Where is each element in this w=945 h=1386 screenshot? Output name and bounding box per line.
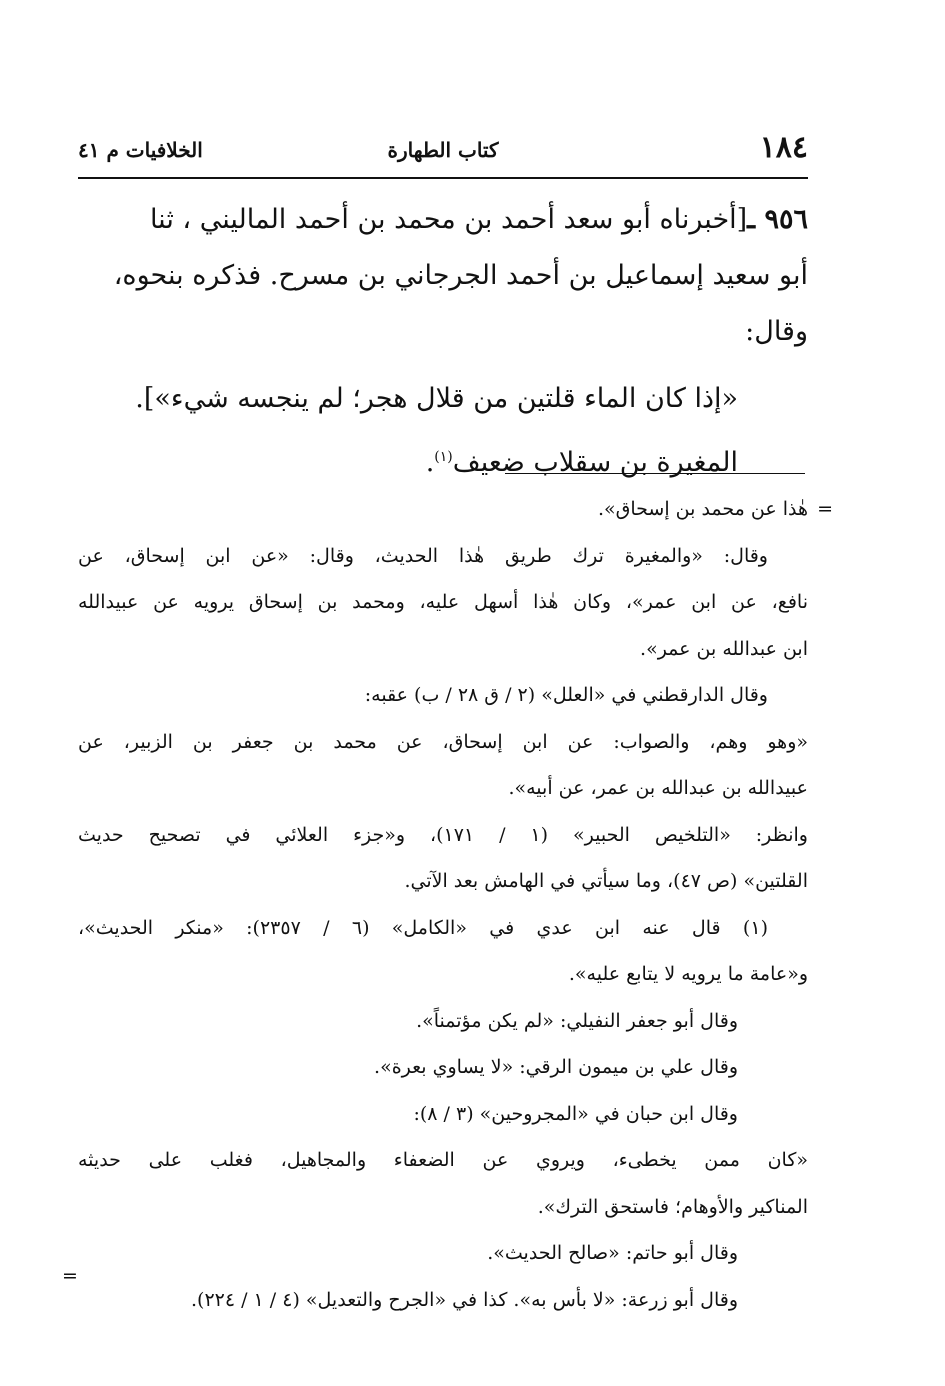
footnote-line: نافع، عن ابن عمر»، وكان هٰذا أسهل عليه، ومحمد بن إسحاق يرويه عن عبيدالله [78, 591, 808, 613]
footnote-line: القلتين» (ص ٤٧)، وما سيأتي في الهامش بعد الآتي. [404, 870, 808, 892]
continued-mark: = [62, 1265, 78, 1287]
footnote-line: وقال أبو حاتم: «صالح الحديث». [487, 1242, 738, 1264]
grading-end: . [425, 447, 435, 478]
main-line-1-text: [أخبرناه أبو سعد أحمد بن محمد بن أحمد الماليني ، ثنا [149, 204, 748, 235]
footnote-line: المناكير والأوهام؛ فاستحق الترك». [537, 1195, 808, 1218]
hadith-quote: «إذا كان الماء قلتين من قلال هجر؛ لم ينجسه شيء»]. [135, 383, 738, 414]
footnote-line: وقال علي بن ميمون الرقي: «لا يساوي بعرة». [374, 1056, 738, 1078]
main-line-2: أبو سعيد إسماعيل بن أحمد الجرجاني بن مسرح. فذكره بنحوه، [113, 260, 808, 291]
footnote-line: وقال أبو جعفر النفيلي: «لم يكن مؤتمناً». [416, 1009, 738, 1032]
running-header [78, 130, 808, 174]
footnote-line-text: هٰذا عن محمد بن إسحاق». [597, 498, 808, 520]
page-number: ١٨٤ [759, 130, 808, 165]
footnote-line: و«عامة ما يرويه لا يتابع عليه». [568, 963, 808, 985]
footnote-line: وقال أبو زرعة: «لا بأس به». كذا في «الجرح والتعديل» (٤ / ١ / ٢٢٤). [190, 1288, 738, 1311]
footnote-line: (١) قال عنه ابن عدي في «الكامل» (٦ / ٢٣٥٧): «منكر الحديث»، [78, 916, 768, 939]
footnote-line: وقال الدارقطني في «العلل» (٢ / ق ٢٨ / ب) عقبه: [364, 684, 768, 706]
hadith-number: ٩٥٦ ـ [747, 204, 808, 235]
footnote-line: عبيدالله بن عبدالله بن عمر، عن أبيه». [508, 777, 808, 799]
main-line-3: وقال: [745, 316, 808, 347]
footnote-line: «كان ممن يخطىء، ويروي عن الضعفاء والمجاهيل، فغلب على حديثه [78, 1149, 808, 1171]
footnote-line: وقال: «والمغيرة ترك طريق هٰذا الحديث، وقال: «عن ابن إسحاق، عن [78, 544, 768, 567]
volume-signature: الخلافيات م ٤١ [78, 138, 203, 162]
main-line-1 [78, 192, 808, 248]
footnote-line [78, 486, 833, 533]
footnote-line: ابن عبدالله بن عمر». [640, 637, 808, 660]
header-rule [78, 177, 808, 179]
footnote-marker: (١) [434, 449, 453, 465]
continuation-mark: = [817, 498, 833, 520]
footnote-line: وانظر: «التلخيص الحبير» (١ / ١٧١)، و«جزء العلائي في تصحيح حديث [78, 823, 808, 846]
book-section-title: كتاب الطهارة [387, 138, 499, 162]
grading-text: المغيرة بن سقلاب ضعيف [452, 447, 738, 478]
main-text [78, 192, 808, 486]
footnote-line: «وهو وهم، والصواب: عن ابن إسحاق، عن محمد بن جعفر بن الزبير، عن [78, 730, 808, 753]
footnote-line: وقال ابن حبان في «المجروحين» (٣ / ٨): [413, 1102, 738, 1125]
narrator-grading [78, 428, 808, 486]
footnote-separator [505, 473, 805, 474]
footnotes [78, 486, 833, 1323]
